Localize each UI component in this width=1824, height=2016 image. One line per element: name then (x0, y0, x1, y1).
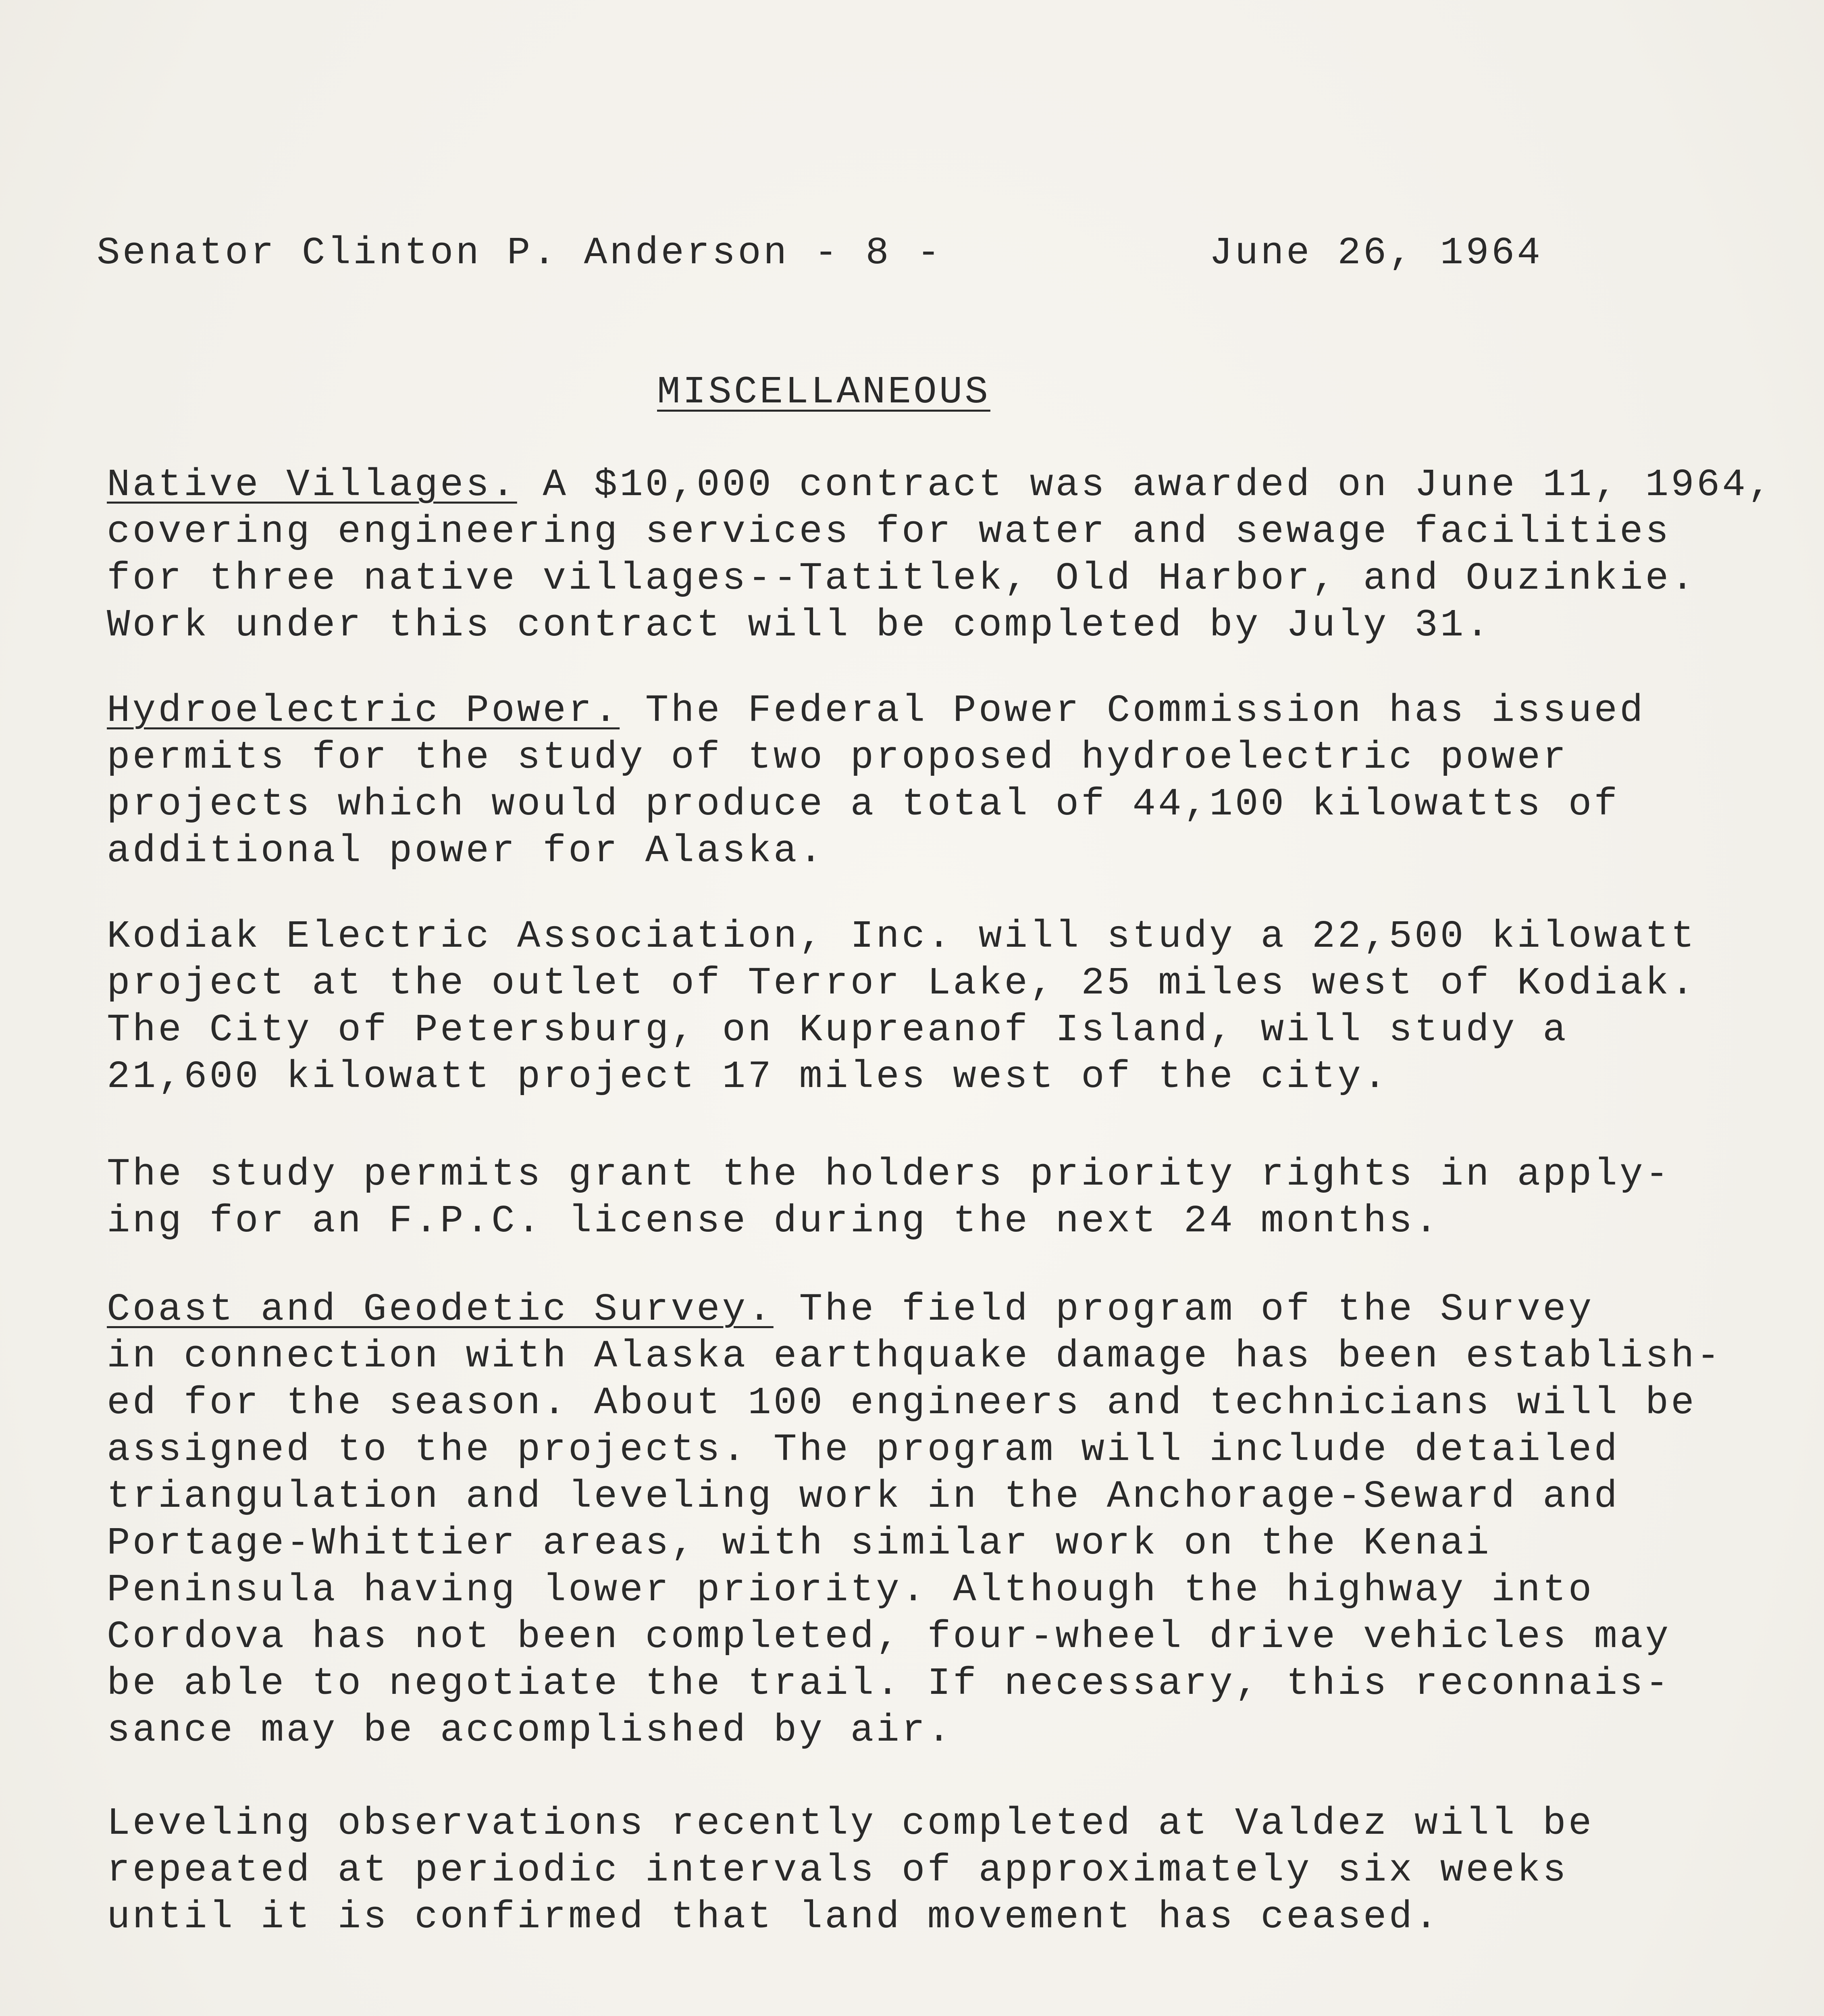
letter-header (0, 230, 1824, 278)
paragraph-hydroelectric-power (107, 687, 1645, 875)
paragraph-line: Cordova has not been completed, four-wheel drive vehicles may (107, 1615, 1671, 1659)
paragraph-first-line (107, 462, 1774, 508)
paragraph-text: A $10,000 contract was awarded on June 11, 1964, (517, 463, 1774, 507)
paragraph-line: permits for the study of two proposed hydroelectric power (107, 735, 1568, 779)
paragraph-line: Leveling observations recently completed at Valdez will be (107, 1801, 1594, 1845)
paragraph-line: Work under this contract will be completed by July 31. (107, 603, 1491, 647)
section-title: MISCELLANEOUS (657, 370, 990, 414)
paragraph-line: Peninsula having lower priority. Although the highway into (107, 1568, 1594, 1612)
paragraph-line: for three native villages--Tatitlek, Old Harbor, and Ouzinkie. (107, 556, 1697, 600)
header-date: June 26, 1964 (1209, 231, 1543, 275)
paragraph-heading: Coast and Geodetic Survey. (107, 1287, 774, 1331)
header-addressee: Senator Clinton P. Anderson (97, 231, 789, 275)
paragraph-line: Portage-Whittier areas, with similar work on the Kenai (107, 1521, 1491, 1565)
paragraph-line: in connection with Alaska earthquake damage has been establish- (107, 1334, 1722, 1378)
paragraph-line: covering engineering services for water and sewage facilities (107, 510, 1671, 554)
paragraph-heading: Native Villages. (107, 463, 517, 507)
paragraph-line: ing for an F.P.C. license during the next 24 months. (107, 1199, 1440, 1243)
paragraph-line: additional power for Alaska. (107, 829, 825, 873)
paragraph-line: projects which would produce a total of 44,100 kilowatts of (107, 782, 1620, 826)
header-page-number: - 8 - (814, 231, 943, 275)
paragraph-line: Kodiak Electric Association, Inc. will study a 22,500 kilowatt (107, 914, 1697, 958)
paragraph-line: 21,600 kilowatt project 17 miles west of the city. (107, 1055, 1389, 1099)
paragraph-line: triangulation and leveling work in the Anchorage-Seward and (107, 1475, 1620, 1518)
paragraph-leveling-observations (107, 1800, 1594, 1941)
paragraph-kodiak (107, 913, 1697, 1100)
paragraph-study-permits (107, 1151, 1671, 1245)
paragraph-heading: Hydroelectric Power. (107, 689, 620, 733)
paragraph-line: ed for the season. About 100 engineers and technicians will be (107, 1381, 1697, 1425)
paragraph-text: The field program of the Survey (773, 1287, 1594, 1331)
paragraph-line: project at the outlet of Terror Lake, 25 miles west of Kodiak. (107, 961, 1697, 1005)
paragraph-line: repeated at periodic intervals of approximately six weeks (107, 1848, 1568, 1892)
paragraph-text: The Federal Power Commission has issued (620, 689, 1645, 733)
paragraph-first-line (107, 687, 1645, 734)
paragraph-line: until it is confirmed that land movement has ceased. (107, 1895, 1440, 1939)
paragraph-first-line (107, 1286, 1722, 1333)
paragraph-line: sance may be accomplished by air. (107, 1708, 953, 1752)
paragraph-line: assigned to the projects. The program will include detailed (107, 1428, 1620, 1472)
paragraph-native-villages (107, 462, 1774, 649)
paragraph-line: The City of Petersburg, on Kupreanof Island, will study a (107, 1008, 1568, 1052)
paragraph-coast-geodetic-survey (107, 1286, 1722, 1754)
paragraph-line: The study permits grant the holders priority rights in apply- (107, 1152, 1671, 1196)
paragraph-line: be able to negotiate the trail. If necessary, this reconnais- (107, 1662, 1671, 1706)
